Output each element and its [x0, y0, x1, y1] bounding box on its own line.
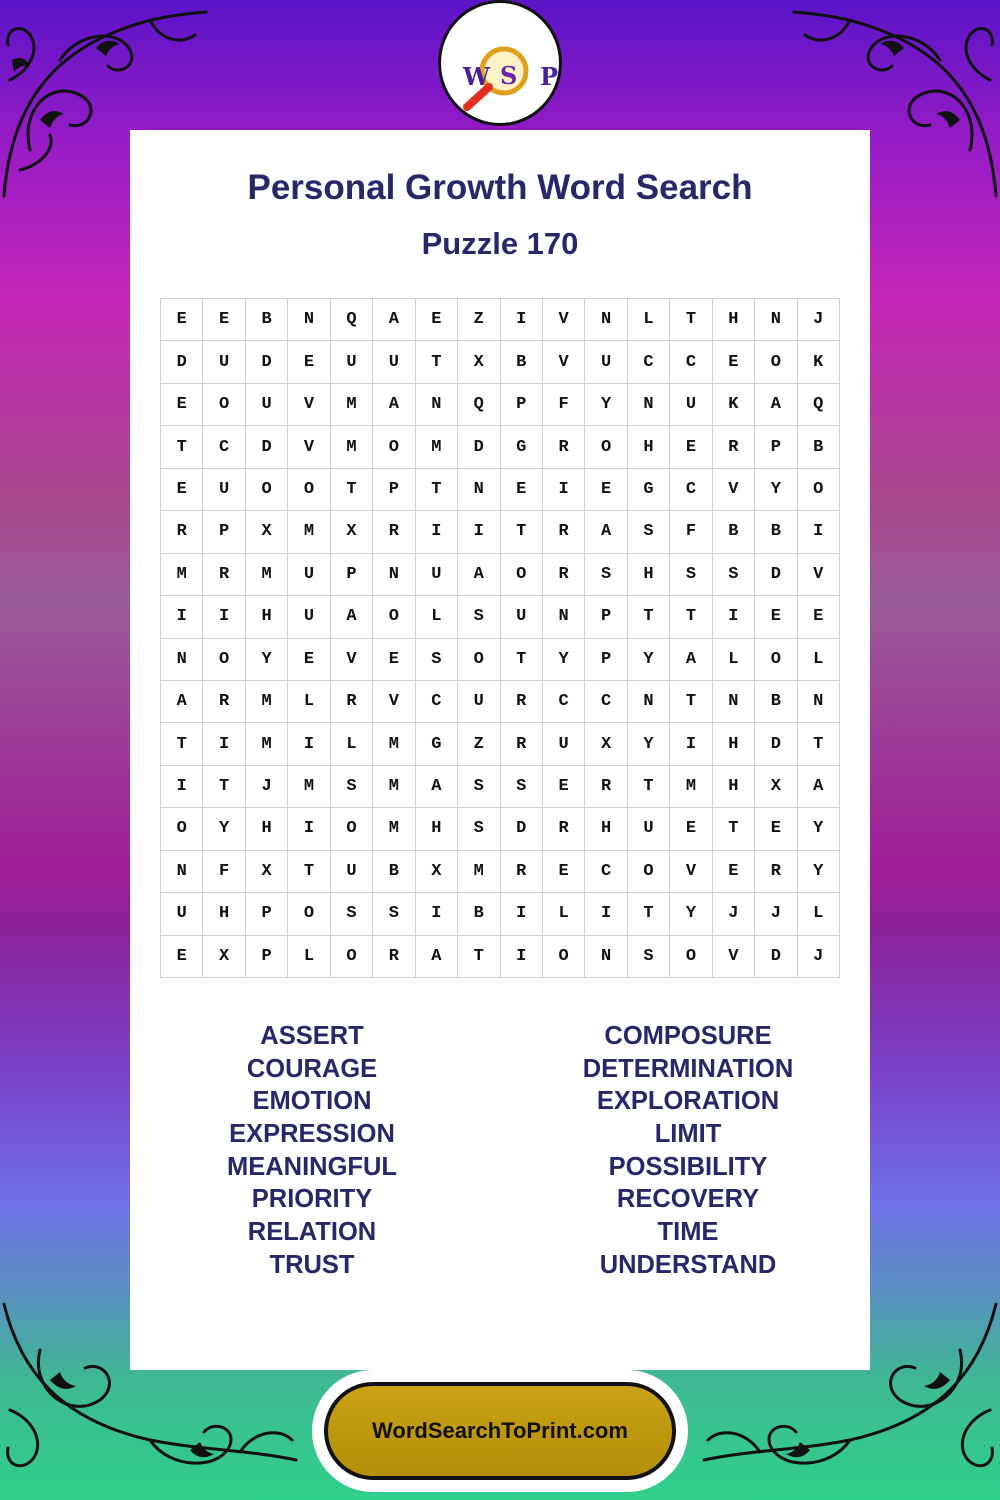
word-list-left — [162, 1020, 462, 1282]
grid-cell[interactable]: C — [585, 851, 627, 893]
grid-cell[interactable]: K — [798, 341, 840, 383]
grid-cell[interactable]: I — [501, 936, 543, 978]
grid-cell[interactable]: U — [416, 554, 458, 596]
grid-cell[interactable]: B — [246, 299, 288, 341]
grid-cell[interactable]: I — [585, 893, 627, 935]
grid-cell[interactable]: O — [288, 893, 330, 935]
logo-letter-w: W — [463, 62, 490, 91]
grid-cell[interactable]: U — [501, 596, 543, 638]
grid-cell[interactable]: L — [416, 596, 458, 638]
grid-cell[interactable]: D — [161, 341, 203, 383]
word-item: COURAGE — [246, 1054, 378, 1083]
word-item: UNDERSTAND — [599, 1250, 777, 1279]
grid-cell[interactable]: R — [203, 554, 245, 596]
grid-cell[interactable]: V — [288, 384, 330, 426]
grid-cell[interactable]: S — [670, 554, 712, 596]
grid-cell[interactable]: P — [203, 511, 245, 553]
word-item: COMPOSURE — [604, 1022, 772, 1050]
word-item: EMOTION — [252, 1087, 372, 1116]
grid-cell[interactable]: H — [628, 554, 670, 596]
grid-cell[interactable]: T — [203, 766, 245, 808]
grid-cell[interactable]: N — [161, 639, 203, 681]
word-item: EXPRESSION — [229, 1120, 395, 1149]
grid-cell[interactable]: M — [670, 766, 712, 808]
puzzle-number: Puzzle 170 — [421, 226, 579, 261]
grid-cell[interactable]: N — [458, 469, 500, 511]
grid-cell[interactable]: Y — [543, 639, 585, 681]
grid-cell[interactable]: Q — [798, 384, 840, 426]
grid-cell[interactable]: Y — [798, 851, 840, 893]
grid-cell[interactable]: T — [416, 469, 458, 511]
grid-cell[interactable]: X — [246, 851, 288, 893]
grid-cell[interactable]: X — [246, 511, 288, 553]
grid-cell[interactable]: Q — [331, 299, 373, 341]
grid-cell[interactable]: D — [246, 426, 288, 468]
grid-cell[interactable]: G — [501, 426, 543, 468]
grid-cell[interactable]: B — [755, 511, 797, 553]
grid-cell[interactable]: O — [755, 639, 797, 681]
grid-cell[interactable]: O — [331, 808, 373, 850]
grid-cell[interactable]: B — [713, 511, 755, 553]
grid-cell[interactable]: O — [585, 426, 627, 468]
grid-cell[interactable]: U — [203, 469, 245, 511]
grid-cell[interactable]: E — [161, 936, 203, 978]
grid-cell[interactable]: O — [755, 341, 797, 383]
grid-cell[interactable]: X — [585, 723, 627, 765]
grid-cell[interactable]: L — [798, 639, 840, 681]
grid-cell[interactable]: S — [416, 639, 458, 681]
grid-cell[interactable]: S — [373, 893, 415, 935]
grid-cell[interactable]: S — [628, 936, 670, 978]
grid-cell[interactable]: D — [755, 936, 797, 978]
grid-cell[interactable]: B — [755, 681, 797, 723]
word-item: POSSIBILITY — [608, 1152, 768, 1181]
grid-cell[interactable]: E — [288, 341, 330, 383]
grid-cell[interactable]: O — [288, 469, 330, 511]
grid-cell[interactable]: X — [416, 851, 458, 893]
website-link[interactable] — [324, 1382, 676, 1480]
grid-cell[interactable]: M — [161, 554, 203, 596]
grid-cell[interactable]: U — [543, 723, 585, 765]
grid-cell[interactable]: L — [331, 723, 373, 765]
grid-cell[interactable]: P — [755, 426, 797, 468]
grid-cell[interactable]: U — [670, 384, 712, 426]
grid-cell[interactable]: I — [416, 511, 458, 553]
grid-cell[interactable]: J — [798, 299, 840, 341]
grid-cell[interactable]: F — [670, 511, 712, 553]
grid-cell[interactable]: A — [798, 766, 840, 808]
grid-cell[interactable]: M — [246, 681, 288, 723]
grid-cell[interactable]: V — [331, 639, 373, 681]
grid-cell[interactable]: N — [543, 596, 585, 638]
grid-cell[interactable]: M — [288, 766, 330, 808]
grid-cell[interactable]: J — [798, 936, 840, 978]
word-item: RECOVERY — [616, 1185, 760, 1214]
grid-cell[interactable]: O — [331, 936, 373, 978]
grid-cell[interactable]: C — [416, 681, 458, 723]
grid-cell[interactable]: O — [203, 384, 245, 426]
grid-cell[interactable]: E — [543, 851, 585, 893]
grid-cell[interactable]: Q — [458, 384, 500, 426]
grid-cell[interactable]: S — [585, 554, 627, 596]
grid-cell[interactable]: R — [161, 511, 203, 553]
grid-cell[interactable]: I — [501, 893, 543, 935]
grid-cell[interactable]: V — [288, 426, 330, 468]
grid-cell[interactable]: N — [288, 299, 330, 341]
grid-cell[interactable]: C — [543, 681, 585, 723]
grid-cell[interactable]: N — [585, 936, 627, 978]
grid-cell[interactable]: M — [373, 723, 415, 765]
grid-cell[interactable]: M — [331, 426, 373, 468]
grid-cell[interactable]: O — [543, 936, 585, 978]
grid-cell[interactable]: Y — [670, 893, 712, 935]
grid-cell[interactable]: T — [670, 299, 712, 341]
grid-cell[interactable]: V — [713, 936, 755, 978]
grid-cell[interactable]: R — [501, 723, 543, 765]
grid-cell[interactable]: H — [713, 299, 755, 341]
grid-cell[interactable]: N — [373, 554, 415, 596]
grid-cell[interactable]: H — [203, 893, 245, 935]
grid-cell[interactable]: E — [755, 808, 797, 850]
grid-cell[interactable]: A — [585, 511, 627, 553]
grid-cell[interactable]: E — [203, 299, 245, 341]
grid-cell[interactable]: M — [458, 851, 500, 893]
puzzle-card — [130, 130, 870, 1370]
grid-cell[interactable]: L — [628, 299, 670, 341]
grid-cell[interactable]: T — [458, 936, 500, 978]
word-item: PRIORITY — [251, 1185, 373, 1214]
grid-cell[interactable]: S — [331, 766, 373, 808]
grid-cell[interactable]: S — [501, 766, 543, 808]
grid-cell[interactable]: E — [416, 299, 458, 341]
grid-cell[interactable]: P — [246, 893, 288, 935]
grid-cell[interactable]: R — [373, 936, 415, 978]
grid-cell[interactable]: X — [203, 936, 245, 978]
grid-cell[interactable]: S — [458, 766, 500, 808]
grid-cell[interactable]: N — [628, 384, 670, 426]
grid-cell[interactable]: L — [713, 639, 755, 681]
footer-badge — [312, 1370, 688, 1492]
grid-cell[interactable]: Z — [458, 723, 500, 765]
grid-cell[interactable]: V — [543, 341, 585, 383]
grid-cell[interactable]: T — [161, 723, 203, 765]
grid-cell[interactable]: O — [246, 469, 288, 511]
grid-cell[interactable]: V — [713, 469, 755, 511]
grid-cell[interactable]: J — [246, 766, 288, 808]
grid-cell[interactable]: T — [670, 596, 712, 638]
grid-cell[interactable]: A — [755, 384, 797, 426]
grid-cell[interactable]: E — [501, 469, 543, 511]
grid-cell[interactable]: G — [628, 469, 670, 511]
grid-cell[interactable]: V — [670, 851, 712, 893]
grid-cell[interactable]: P — [246, 936, 288, 978]
grid-cell[interactable]: C — [585, 681, 627, 723]
grid-cell[interactable]: O — [373, 426, 415, 468]
logo-letter-p: P — [540, 62, 559, 91]
grid-cell[interactable]: U — [161, 893, 203, 935]
grid-cell[interactable]: T — [501, 511, 543, 553]
grid-cell[interactable]: O — [203, 639, 245, 681]
grid-cell[interactable]: S — [331, 893, 373, 935]
word-item: MEANINGFUL — [227, 1152, 397, 1181]
grid-cell[interactable]: C — [670, 341, 712, 383]
grid-cell[interactable]: E — [373, 639, 415, 681]
word-item: ASSERT — [260, 1022, 364, 1050]
grid-cell[interactable]: P — [501, 384, 543, 426]
grid-cell[interactable]: A — [373, 384, 415, 426]
grid-cell[interactable]: R — [501, 681, 543, 723]
grid-cell[interactable]: E — [543, 766, 585, 808]
grid-cell[interactable]: T — [161, 426, 203, 468]
grid-cell[interactable]: E — [713, 341, 755, 383]
grid-cell[interactable]: L — [798, 893, 840, 935]
word-item: RELATION — [247, 1218, 377, 1247]
grid-cell[interactable]: I — [203, 723, 245, 765]
grid-cell[interactable]: E — [585, 469, 627, 511]
grid-cell[interactable]: C — [203, 426, 245, 468]
word-item: TRUST — [269, 1250, 355, 1279]
grid-cell[interactable]: B — [373, 851, 415, 893]
grid-cell[interactable]: I — [203, 596, 245, 638]
grid-cell[interactable]: U — [246, 384, 288, 426]
grid-cell[interactable]: A — [161, 681, 203, 723]
word-item: LIMIT — [654, 1120, 722, 1149]
grid-cell[interactable]: M — [288, 511, 330, 553]
grid-cell[interactable]: L — [288, 936, 330, 978]
page-title: Personal Growth Word Search — [247, 168, 753, 207]
grid-cell[interactable]: O — [501, 554, 543, 596]
grid-cell[interactable]: T — [628, 766, 670, 808]
grid-cell[interactable]: E — [670, 426, 712, 468]
grid-cell[interactable]: M — [246, 723, 288, 765]
grid-cell[interactable]: R — [331, 681, 373, 723]
grid-cell[interactable]: I — [288, 808, 330, 850]
grid-cell[interactable]: H — [713, 723, 755, 765]
grid-cell[interactable]: I — [501, 299, 543, 341]
grid-cell[interactable]: V — [543, 299, 585, 341]
grid-cell[interactable]: H — [628, 426, 670, 468]
grid-cell[interactable]: F — [203, 851, 245, 893]
grid-cell[interactable]: I — [670, 723, 712, 765]
grid-cell[interactable]: E — [161, 299, 203, 341]
grid-cell[interactable]: E — [755, 596, 797, 638]
grid-cell[interactable]: Y — [628, 723, 670, 765]
grid-cell[interactable]: T — [798, 723, 840, 765]
grid-cell[interactable]: I — [543, 469, 585, 511]
grid-cell[interactable]: S — [458, 808, 500, 850]
grid-cell[interactable]: F — [543, 384, 585, 426]
grid-cell[interactable]: U — [585, 341, 627, 383]
grid-cell[interactable]: Y — [628, 639, 670, 681]
grid-cell[interactable]: Y — [798, 808, 840, 850]
grid-cell[interactable]: R — [543, 511, 585, 553]
grid-cell[interactable]: I — [798, 511, 840, 553]
grid-cell[interactable]: I — [161, 596, 203, 638]
grid-cell[interactable]: R — [203, 681, 245, 723]
grid-cell[interactable]: R — [543, 554, 585, 596]
grid-cell[interactable]: H — [713, 766, 755, 808]
grid-cell[interactable]: E — [161, 384, 203, 426]
grid-cell[interactable]: A — [416, 766, 458, 808]
word-item: DETERMINATION — [582, 1054, 794, 1083]
grid-cell[interactable]: O — [373, 596, 415, 638]
grid-cell[interactable]: S — [458, 596, 500, 638]
grid-cell[interactable]: D — [755, 554, 797, 596]
grid-cell[interactable]: O — [628, 851, 670, 893]
grid-cell[interactable]: A — [416, 936, 458, 978]
grid-cell[interactable]: A — [670, 639, 712, 681]
grid-cell[interactable]: N — [798, 681, 840, 723]
grid-cell[interactable]: D — [246, 341, 288, 383]
grid-cell[interactable]: N — [755, 299, 797, 341]
grid-cell[interactable]: O — [670, 936, 712, 978]
grid-cell[interactable]: O — [161, 808, 203, 850]
grid-cell[interactable]: B — [798, 426, 840, 468]
grid-cell[interactable]: D — [755, 723, 797, 765]
website-label: WordSearchToPrint.com — [372, 1418, 628, 1443]
grid-cell[interactable]: E — [798, 596, 840, 638]
grid-cell[interactable]: R — [543, 426, 585, 468]
grid-cell[interactable]: M — [373, 766, 415, 808]
grid-cell[interactable]: C — [628, 341, 670, 383]
grid-cell[interactable]: U — [288, 596, 330, 638]
grid-cell[interactable]: M — [373, 808, 415, 850]
grid-cell[interactable]: P — [373, 469, 415, 511]
grid-cell[interactable]: A — [331, 596, 373, 638]
grid-cell[interactable]: E — [713, 851, 755, 893]
grid-cell[interactable]: B — [458, 893, 500, 935]
grid-cell[interactable]: E — [161, 469, 203, 511]
grid-cell[interactable]: R — [543, 808, 585, 850]
grid-cell[interactable]: O — [798, 469, 840, 511]
grid-cell[interactable]: U — [628, 808, 670, 850]
grid-cell[interactable]: P — [585, 596, 627, 638]
grid-cell[interactable]: S — [713, 554, 755, 596]
grid-cell[interactable]: S — [628, 511, 670, 553]
grid-cell[interactable]: E — [670, 808, 712, 850]
grid-cell[interactable]: U — [458, 681, 500, 723]
grid-cell[interactable]: I — [161, 766, 203, 808]
grid-cell[interactable]: H — [416, 808, 458, 850]
grid-cell[interactable]: H — [585, 808, 627, 850]
grid-cell[interactable]: N — [161, 851, 203, 893]
grid-cell[interactable]: X — [755, 766, 797, 808]
grid-cell[interactable]: M — [331, 384, 373, 426]
grid-cell[interactable]: J — [713, 893, 755, 935]
grid-cell[interactable]: L — [543, 893, 585, 935]
grid-cell[interactable]: U — [203, 341, 245, 383]
grid-cell[interactable]: L — [288, 681, 330, 723]
grid-cell[interactable]: R — [585, 766, 627, 808]
grid-cell[interactable]: O — [458, 639, 500, 681]
grid-cell[interactable]: D — [501, 808, 543, 850]
grid-cell[interactable]: N — [416, 384, 458, 426]
grid-cell[interactable]: I — [458, 511, 500, 553]
grid-cell[interactable]: R — [373, 511, 415, 553]
grid-cell[interactable]: C — [670, 469, 712, 511]
grid-cell[interactable]: N — [713, 681, 755, 723]
grid-cell[interactable]: T — [501, 639, 543, 681]
grid-cell[interactable]: V — [798, 554, 840, 596]
grid-cell[interactable]: E — [288, 639, 330, 681]
grid-cell[interactable]: T — [713, 808, 755, 850]
grid-cell[interactable]: T — [670, 681, 712, 723]
grid-cell[interactable]: U — [373, 341, 415, 383]
grid-cell[interactable]: V — [373, 681, 415, 723]
grid-cell[interactable]: I — [416, 893, 458, 935]
grid-cell[interactable]: X — [458, 341, 500, 383]
grid-cell[interactable]: A — [458, 554, 500, 596]
grid-cell[interactable]: T — [416, 341, 458, 383]
grid-cell[interactable]: Y — [203, 808, 245, 850]
grid-cell[interactable]: J — [755, 893, 797, 935]
logo-badge — [449, 11, 559, 113]
grid-cell[interactable]: M — [246, 554, 288, 596]
grid-cell[interactable]: U — [331, 341, 373, 383]
grid-cell[interactable]: Y — [585, 384, 627, 426]
grid-cell[interactable]: Y — [755, 469, 797, 511]
grid-cell[interactable]: M — [416, 426, 458, 468]
grid-cell[interactable]: R — [501, 851, 543, 893]
grid-cell[interactable]: I — [713, 596, 755, 638]
grid-cell[interactable]: T — [288, 851, 330, 893]
grid-cell[interactable]: H — [246, 596, 288, 638]
grid-cell[interactable]: P — [585, 639, 627, 681]
grid-cell[interactable]: R — [755, 851, 797, 893]
grid-cell[interactable]: U — [331, 851, 373, 893]
word-item: TIME — [657, 1218, 719, 1247]
wsp-logo[interactable] — [438, 0, 562, 126]
grid-cell[interactable]: A — [373, 299, 415, 341]
grid-cell[interactable]: P — [331, 554, 373, 596]
grid-cell[interactable]: T — [628, 893, 670, 935]
grid-cell[interactable]: D — [458, 426, 500, 468]
grid-cell[interactable]: T — [628, 596, 670, 638]
logo-letter-s: S — [500, 61, 518, 90]
grid-cell[interactable]: R — [713, 426, 755, 468]
word-list-right — [538, 1020, 838, 1282]
grid-cell[interactable]: N — [628, 681, 670, 723]
grid-cell[interactable]: X — [331, 511, 373, 553]
grid-cell[interactable]: U — [288, 554, 330, 596]
grid-cell[interactable]: Z — [458, 299, 500, 341]
letter-grid[interactable] — [160, 298, 840, 978]
grid-cell[interactable]: I — [288, 723, 330, 765]
word-item: EXPLORATION — [596, 1087, 780, 1116]
grid-cell[interactable]: G — [416, 723, 458, 765]
grid-cell[interactable]: K — [713, 384, 755, 426]
grid-cell[interactable]: T — [331, 469, 373, 511]
grid-cell[interactable]: B — [501, 341, 543, 383]
grid-cell[interactable]: H — [246, 808, 288, 850]
grid-cell[interactable]: N — [585, 299, 627, 341]
grid-cell[interactable]: Y — [246, 639, 288, 681]
